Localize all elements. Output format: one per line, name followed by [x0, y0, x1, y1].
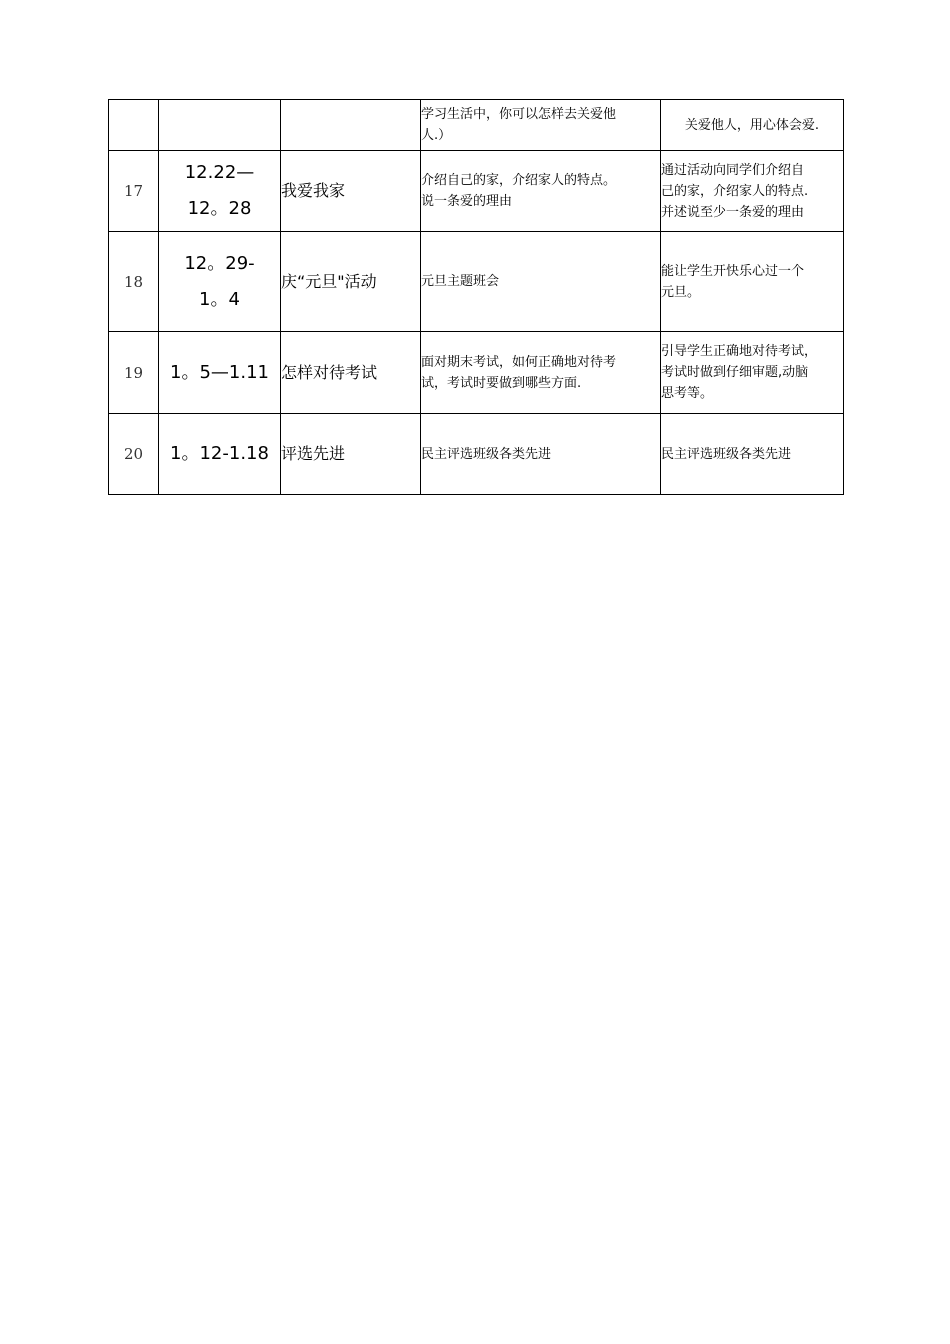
goal-line: 关爱他人，用心体会爱. — [684, 117, 820, 133]
goal-line: 元旦。 — [661, 284, 701, 300]
goal-line: 己的家，介绍家人的特点. — [661, 183, 809, 199]
goal-line: 思考等。 — [661, 386, 714, 401]
goal-cell — [661, 332, 844, 414]
goal-line: 能让学生开快乐心过一个 — [661, 263, 805, 279]
content-cell — [421, 151, 661, 232]
date-cell — [159, 332, 281, 414]
date-cell — [159, 414, 281, 495]
topic-cell: 庆“元旦"活动 — [281, 232, 421, 332]
table-row — [109, 414, 844, 495]
table-row — [109, 151, 844, 232]
content-line: 面对期末考试，如何正确地对待考 — [421, 354, 617, 370]
week-number-cell — [109, 100, 159, 151]
date-line: 1。4 — [199, 288, 240, 310]
goal-cell — [661, 232, 844, 332]
goal-line: 并述说至少一条爱的理由 — [661, 204, 805, 220]
content-line: 学习生活中，你可以怎样去关爱他 — [421, 107, 617, 122]
date-line: 1。5—1.11 — [170, 361, 269, 383]
week-number-cell: 19 — [109, 332, 159, 414]
date-cell — [159, 100, 281, 151]
date-line: 12。28 — [187, 198, 252, 219]
date-line: 1。12-1.18 — [170, 443, 269, 464]
topic-cell: 怎样对待考试 — [281, 332, 421, 414]
table-row — [109, 332, 844, 414]
content-line: 民主评选班级各类先进 — [421, 446, 552, 462]
goal-line: 通过活动向同学们介绍自 — [661, 162, 805, 178]
content-cell — [421, 232, 661, 332]
content-line: 人.） — [421, 128, 452, 143]
content-cell — [421, 100, 661, 151]
topic-cell: 我爱我家 — [281, 151, 421, 232]
date-cell — [159, 232, 281, 332]
goal-cell — [661, 100, 844, 151]
content-line: 试，考试时要做到哪些方面. — [421, 375, 582, 391]
table-row — [109, 232, 844, 332]
goal-cell — [661, 414, 844, 495]
content-line: 介绍自己的家，介绍家人的特点。 — [421, 173, 617, 188]
goal-line: 引导学生正确地对待考试， — [661, 344, 818, 359]
date-line: 12.22— — [184, 162, 255, 183]
content-cell — [421, 414, 661, 495]
content-line: 说一条爱的理由 — [421, 194, 513, 209]
week-number-cell: 17 — [109, 151, 159, 232]
table-row — [109, 100, 844, 151]
goal-line: 民主评选班级各类先进 — [661, 446, 792, 462]
date-line: 12。29- — [184, 252, 255, 274]
date-cell — [159, 151, 281, 232]
content-cell — [421, 332, 661, 414]
topic-cell: 评选先进 — [281, 414, 421, 495]
week-number-cell: 18 — [109, 232, 159, 332]
schedule-table — [108, 99, 844, 495]
week-number-cell: 20 — [109, 414, 159, 495]
topic-cell — [281, 100, 421, 151]
goal-line: 考试时做到仔细审题,动脑 — [661, 365, 809, 380]
content-line: 元旦主题班会 — [421, 274, 500, 289]
goal-cell — [661, 151, 844, 232]
